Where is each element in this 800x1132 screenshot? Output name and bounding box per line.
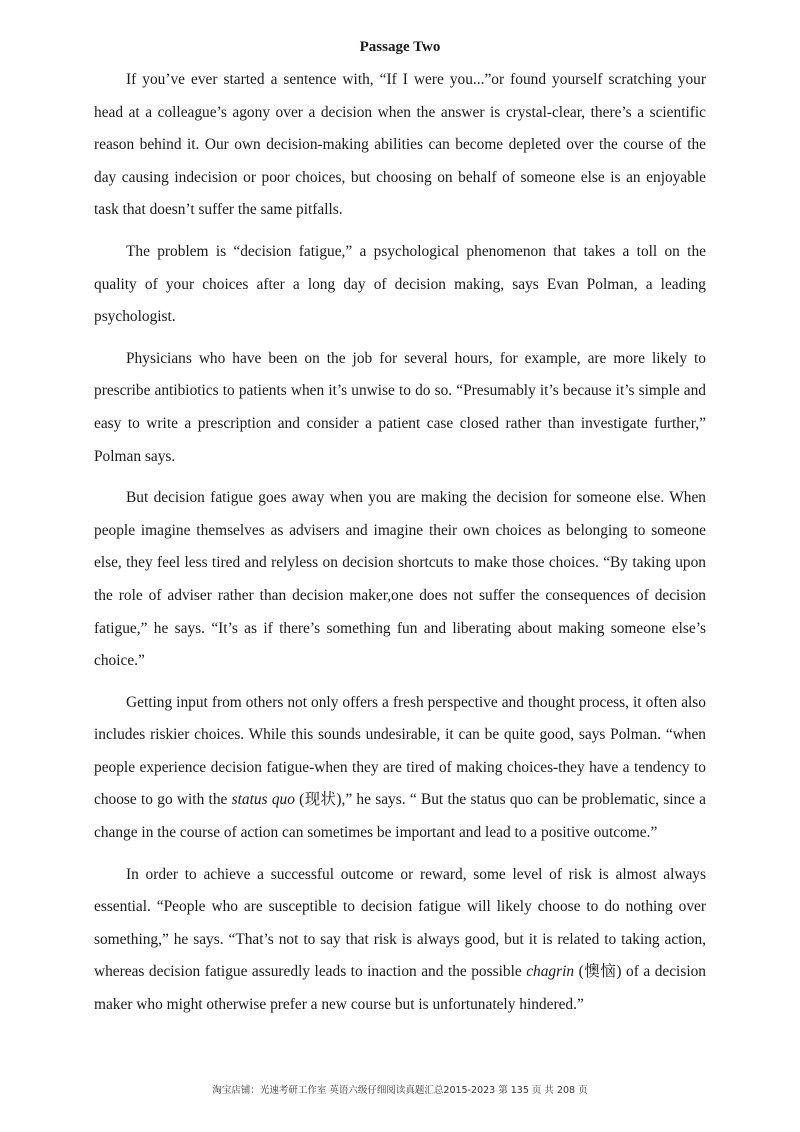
paragraph-5-text-before: Getting input from others not only offers a fresh perspective and thought process, it often also includes riskier choices. While this sounds undesirable, it can be quite good, says Polman. “when people experience decision fatigue-when they are tired of making choices-they have a tendency to choose to go with the <box>94 693 706 809</box>
paragraph-5 <box>94 687 706 850</box>
paragraph-4: But decision fatigue goes away when you are making the decision for someone else. When people imagine themselves as advisers and imagine their own choices as belonging to someone else, they feel less tired and relyless on decision shortcuts to make those choices. “By taking upon the role of adviser rather than decision maker,one does not suffer the consequences of decision fatigue,” he says. “It’s as if there’s something fun and liberating about making someone else’s choice.” <box>94 489 706 670</box>
paragraph-5-text-after: (现状),” he says. “ But the status quo can be problematic, since a change in the course of action can sometimes be important and lead to a positive outcome.” <box>94 791 706 842</box>
paragraph-2: The problem is “decision fatigue,” a psychological phenomenon that takes a toll on the quality of your choices after a long day of decision making, says Evan Polman, a leading psychologist. <box>94 242 706 326</box>
term-chagrin: chagrin <box>526 963 575 981</box>
paragraph-1: If you’ve ever started a sentence with, “If I were you...”or found yourself scratching your head at a colleague’s agony over a decision when the answer is crystal-clear, there’s a scientific reason behind it. Our own decision-making abilities can become depleted over the course of the day causing indecision or poor choices, but choosing on behalf of someone else is an enjoyable task that doesn’t suffer the same pitfalls. <box>94 71 706 219</box>
document-page <box>94 36 706 1031</box>
paragraph-6-text-after: (懊恼) of a decision maker who might otherwise prefer a new course but is unfortunately hindered.” <box>94 963 706 1014</box>
page-footer: 淘宝店铺：光速考研工作室 英语六级仔细阅读真题汇总2015-2023 第 135 页 共 208 页 <box>212 1085 588 1096</box>
passage-title: Passage Two <box>359 39 441 55</box>
paragraph-3: Physicians who have been on the job for several hours, for example, are more likely to prescribe antibiotics to patients when it’s unwise to do so. “Presumably it’s because it’s simple and easy to write a prescription and consider a patient case closed rather than investigate further,” Polman says. <box>94 349 706 465</box>
term-status-quo: status quo <box>231 791 295 809</box>
paragraph-6 <box>94 859 706 1022</box>
paragraph-6-text-before: In order to achieve a successful outcome or reward, some level of risk is almost always essential. “People who are susceptible to decision fatigue will likely choose to do nothing over something,” he says. “That’s not to say that risk is always good, but it is related to taking action, whereas decision fatigue assuredly leads to inaction and the possible <box>94 865 706 981</box>
